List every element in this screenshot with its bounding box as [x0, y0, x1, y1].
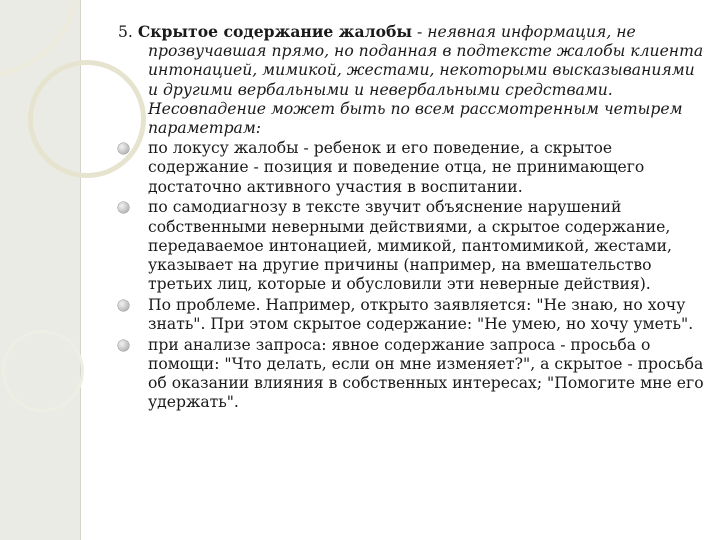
- bullet-dot-icon: [118, 300, 129, 311]
- term-description: неявная информация, не прозвучавшая прямо, но поданная в подтексте жалобы клиента интонацией, мимикой, жестами, некоторыми высказываниями и другими вербальными и невербальными средствами. Несовпадение может быть по всем рассмотренным четырем параметрам:: [148, 23, 704, 138]
- bullet-list: [118, 139, 708, 412]
- bullet-text: по локусу жалобы - ребенок и его поведение, а скрытое содержание - позиция и поведение отца, не принимающего достаточно активного участия в воспитании.: [148, 139, 645, 196]
- bullet-dot-icon: [118, 340, 129, 351]
- bullet-dot-icon: [118, 143, 129, 154]
- bullet-dot-icon: [118, 202, 129, 213]
- term-separator: -: [412, 23, 428, 41]
- item-number: 5.: [118, 23, 138, 41]
- intro-paragraph: [118, 22, 708, 138]
- list-item: [118, 296, 708, 334]
- slide-content: [118, 22, 708, 414]
- bullet-text: По проблеме. Например, открыто заявляется: "Не знаю, но хочу знать". При этом скрытое содержание: "Не умею, но хочу уметь".: [148, 295, 694, 334]
- list-item: [118, 336, 708, 413]
- bullet-text: при анализе запроса: явное содержание запроса - просьба о помощи: "Что делать, если он мне изменяет?", а скрытое - просьба об оказании влияния в собственных интересах; "Помогите мне его удержать".: [148, 335, 704, 412]
- bullet-text: по самодиагнозу в тексте звучит объяснение нарушений собственными неверными действиями, а скрытое содержание, передаваемое интонацией, мимикой, пантомимикой, жестами, указывает на другие причины (например, на вмешательство третьих лиц, которые и обусловили эти неверные действия).: [148, 198, 672, 294]
- list-item: [118, 198, 708, 294]
- term-heading: Скрытое содержание жалобы: [137, 22, 413, 41]
- decorative-ring: [2, 330, 84, 412]
- list-item: [118, 139, 708, 197]
